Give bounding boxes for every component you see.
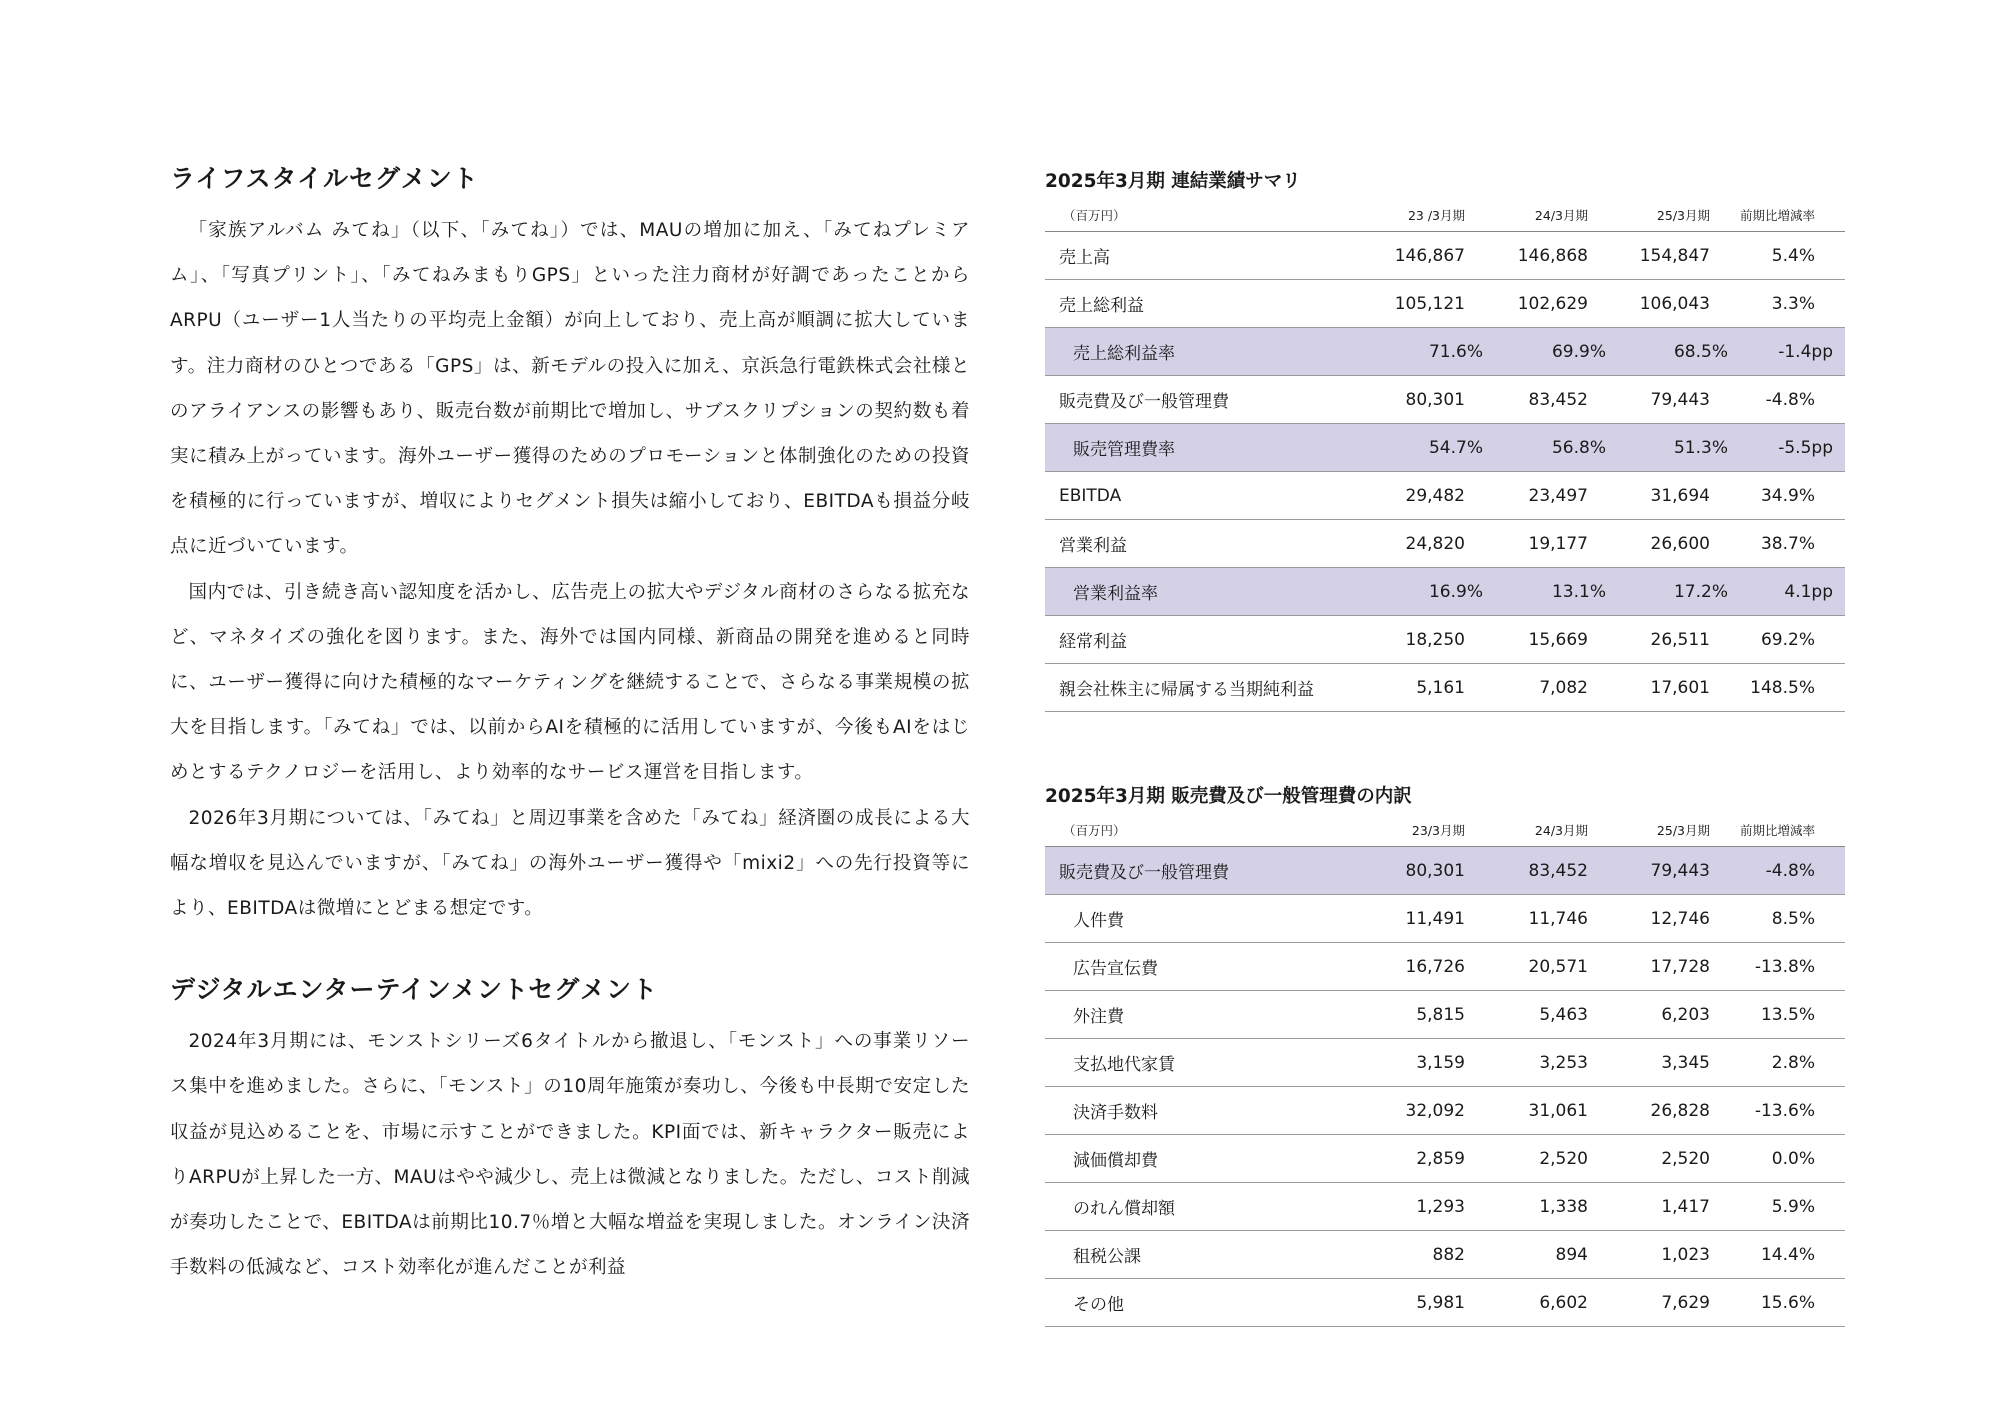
table-row [1045, 1279, 1845, 1327]
row-label: 外注費 [1073, 1007, 1124, 1027]
row-label: 販売管理費率 [1073, 440, 1175, 460]
row-label: 売上高 [1059, 248, 1110, 268]
value-yoy: 5.9% [1771, 1196, 1815, 1217]
value-fy23: 80,301 [1405, 860, 1465, 881]
header-unit: （百万円） [1063, 823, 1126, 838]
value-yoy: 5.4% [1771, 245, 1815, 266]
value-fy23: 11,491 [1405, 908, 1465, 929]
value-fy25: 79,443 [1650, 389, 1710, 410]
value-yoy: 4.1pp [1784, 581, 1833, 602]
table-row [1045, 568, 1845, 616]
summary-table [1045, 165, 1845, 712]
value-fy23: 24,820 [1405, 533, 1465, 554]
value-fy25: 12,746 [1650, 908, 1710, 929]
value-fy23: 3,159 [1416, 1052, 1465, 1073]
table-row [1045, 847, 1845, 895]
header-fy23: 23 /3月期 [1407, 208, 1465, 223]
row-label: 決済手数料 [1073, 1103, 1158, 1123]
section-spacer [170, 931, 970, 971]
header-fy24: 24/3月期 [1534, 823, 1588, 838]
digital-segment-title: デジタルエンターテインメントセグメント [170, 975, 659, 1005]
row-label: 広告宣伝費 [1073, 959, 1158, 979]
row-label: 営業利益率 [1073, 584, 1158, 604]
header-fy25: 25/3月期 [1656, 208, 1710, 223]
value-fy24: 23,497 [1528, 485, 1588, 506]
lifestyle-paragraph-3: 2026年3月期については、「みてね」と周辺事業を含めた「みてね」経済圏の成長による大幅な増収を見込んでいますが、「みてね」の海外ユーザー獲得や「mixi2」への先行投資等により、EBITDAは微増にとどまる想定です。 [170, 807, 970, 920]
sga-table-header [1045, 814, 1845, 847]
value-fy25: 2,520 [1661, 1148, 1710, 1169]
row-label: 租税公課 [1073, 1247, 1141, 1267]
table-row [1045, 664, 1845, 712]
value-fy25: 1,023 [1661, 1244, 1710, 1265]
value-fy24: 83,452 [1528, 860, 1588, 881]
header-fy25: 25/3月期 [1656, 823, 1710, 838]
table-row [1045, 424, 1845, 472]
value-fy23: 5,815 [1416, 1004, 1465, 1025]
value-fy25: 6,203 [1661, 1004, 1710, 1025]
table-row [1045, 943, 1845, 991]
value-yoy: 2.8% [1771, 1052, 1815, 1073]
value-fy23: 146,867 [1394, 245, 1465, 266]
value-fy24: 5,463 [1539, 1004, 1588, 1025]
value-fy23: 16.9% [1428, 581, 1483, 602]
value-fy23: 80,301 [1405, 389, 1465, 410]
value-fy23: 32,092 [1405, 1100, 1465, 1121]
value-fy24: 2,520 [1539, 1148, 1588, 1169]
value-fy25: 3,345 [1661, 1052, 1710, 1073]
value-fy24: 146,868 [1517, 245, 1588, 266]
value-fy25: 26,511 [1650, 629, 1710, 650]
summary-table-title: 2025年3月期 連結業績サマリ [1045, 171, 1301, 192]
value-fy23: 1,293 [1416, 1196, 1465, 1217]
value-fy25: 31,694 [1650, 485, 1710, 506]
value-fy24: 102,629 [1517, 293, 1588, 314]
value-fy25: 7,629 [1661, 1292, 1710, 1313]
row-label: 売上総利益率 [1073, 344, 1175, 364]
value-yoy: -13.6% [1754, 1100, 1815, 1121]
row-label: 親会社株主に帰属する当期純利益 [1059, 680, 1314, 700]
row-label: 経常利益 [1059, 632, 1127, 652]
table-row [1045, 472, 1845, 520]
header-fy24: 24/3月期 [1534, 208, 1588, 223]
summary-table-header [1045, 199, 1845, 232]
header-unit: （百万円） [1063, 208, 1126, 223]
value-fy25: 79,443 [1650, 860, 1710, 881]
value-yoy: 15.6% [1760, 1292, 1815, 1313]
value-fy24: 13.1% [1551, 581, 1606, 602]
row-label: 販売費及び一般管理費 [1059, 863, 1229, 883]
lifestyle-segment-title: ライフスタイルセグメント [170, 164, 479, 193]
value-fy23: 105,121 [1394, 293, 1465, 314]
value-fy24: 15,669 [1528, 629, 1588, 650]
value-fy24: 69.9% [1551, 341, 1606, 362]
digital-paragraph-1: 2024年3月期には、モンストシリーズ6タイトルから撤退し、「モンスト」への事業リソース集中を進めました。さらに、「モンスト」の10周年施策が奏功し、今後も中長期で安定した収益が見込めることを、市場に示すことができました。KPI面では、新キャラクター販売によりARPUが上昇した一方、MAUはやや減少し、売上は微減となりました。ただし、コスト削減が奏功したことで、EBITDAは前期比10.7％増と大幅な増益を実現しました。オンライン決済手数料の低減など、コスト効率化が進んだことが利益 [170, 1031, 970, 1279]
value-fy24: 894 [1555, 1244, 1588, 1265]
value-yoy: -4.8% [1765, 860, 1815, 881]
value-fy25: 154,847 [1639, 245, 1710, 266]
value-fy25: 26,828 [1650, 1100, 1710, 1121]
row-label: 営業利益 [1059, 536, 1127, 556]
value-fy23: 16,726 [1405, 956, 1465, 977]
value-fy24: 19,177 [1528, 533, 1588, 554]
row-label: その他 [1073, 1295, 1124, 1315]
header-fy23: 23/3月期 [1411, 823, 1465, 838]
sga-table [1045, 780, 1845, 1327]
table-row [1045, 376, 1845, 424]
table-row [1045, 1039, 1845, 1087]
value-fy24: 20,571 [1528, 956, 1588, 977]
value-yoy: 148.5% [1750, 677, 1815, 698]
value-fy25: 1,417 [1661, 1196, 1710, 1217]
value-yoy: -4.8% [1765, 389, 1815, 410]
value-fy25: 17.2% [1673, 581, 1728, 602]
table-row [1045, 616, 1845, 664]
value-fy23: 5,981 [1416, 1292, 1465, 1313]
value-fy24: 31,061 [1528, 1100, 1588, 1121]
row-label: 売上総利益 [1059, 296, 1144, 316]
value-fy24: 6,602 [1539, 1292, 1588, 1313]
value-fy24: 1,338 [1539, 1196, 1588, 1217]
value-yoy: -13.8% [1754, 956, 1815, 977]
value-fy23: 2,859 [1416, 1148, 1465, 1169]
value-yoy: 69.2% [1760, 629, 1815, 650]
summary-table-body [1045, 232, 1845, 712]
table-row [1045, 280, 1845, 328]
value-fy25: 26,600 [1650, 533, 1710, 554]
value-fy24: 11,746 [1528, 908, 1588, 929]
table-row [1045, 1231, 1845, 1279]
value-yoy: 8.5% [1771, 908, 1815, 929]
row-label: 減価償却費 [1073, 1151, 1158, 1171]
table-row [1045, 520, 1845, 568]
value-fy23: 882 [1432, 1244, 1465, 1265]
value-yoy: -1.4pp [1778, 341, 1833, 362]
value-fy23: 5,161 [1416, 677, 1465, 698]
value-fy25: 17,601 [1650, 677, 1710, 698]
table-row [1045, 1135, 1845, 1183]
value-fy24: 7,082 [1539, 677, 1588, 698]
value-fy25: 106,043 [1639, 293, 1710, 314]
table-row [1045, 895, 1845, 943]
row-label: 人件費 [1073, 911, 1124, 931]
row-label: 支払地代家賃 [1073, 1055, 1175, 1075]
row-label: EBITDA [1059, 485, 1122, 506]
value-fy23: 18,250 [1405, 629, 1465, 650]
table-row [1045, 328, 1845, 376]
value-yoy: 38.7% [1760, 533, 1815, 554]
text-column [170, 160, 970, 1290]
value-yoy: 34.9% [1760, 485, 1815, 506]
lifestyle-paragraph-2: 国内では、引き続き高い認知度を活かし、広告売上の拡大やデジタル商材のさらなる拡充など、マネタイズの強化を図ります。また、海外では国内同様、新商品の開発を進めると同時に、ユーザー獲得に向けた積極的なマーケティングを継続することで、さらなる事業規模の拡大を目指します。「みてね」では、以前からAIを積極的に活用していますが、今後もAIをはじめとするテクノロジーを活用し、より効率的なサービス運営を目指します。 [170, 581, 970, 784]
table-row [1045, 1087, 1845, 1135]
lifestyle-paragraph-1: 「家族アルバム みてね」（以下、「みてね」）では、MAUの増加に加え、「みてねプレミアム」、「写真プリント」、「みてねみまもりGPS」といった注力商材が好調であったことからARPU（ユーザー1人当たりの平均売上金額）が向上しており、売上高が順調に拡大しています。注力商材のひとつである「GPS」は、新モデルの投入に加え、京浜急行電鉄株式会社様とのアライアンスの影響もあり、販売台数が前期比で増加し、サブスクリプションの契約数も着実に積み上がっています。海外ユーザー獲得のためのプロモーションと体制強化のための投資を積極的に行っていますが、増収によりセグメント損失は縮小しており、EBITDAも損益分岐点に近づいています。 [170, 220, 970, 558]
table-row [1045, 991, 1845, 1039]
value-yoy: 0.0% [1771, 1148, 1815, 1169]
value-fy25: 51.3% [1673, 437, 1728, 458]
value-fy24: 56.8% [1551, 437, 1606, 458]
table-row [1045, 1183, 1845, 1231]
value-fy23: 29,482 [1405, 485, 1465, 506]
value-yoy: 13.5% [1760, 1004, 1815, 1025]
table-row [1045, 232, 1845, 280]
value-fy25: 17,728 [1650, 956, 1710, 977]
value-yoy: 14.4% [1760, 1244, 1815, 1265]
value-fy24: 3,253 [1539, 1052, 1588, 1073]
value-fy23: 71.6% [1428, 341, 1483, 362]
value-fy24: 83,452 [1528, 389, 1588, 410]
header-yoy: 前期比増減率 [1739, 823, 1815, 838]
sga-table-body [1045, 847, 1845, 1327]
row-label: 販売費及び一般管理費 [1059, 392, 1229, 412]
value-yoy: 3.3% [1771, 293, 1815, 314]
value-fy23: 54.7% [1428, 437, 1483, 458]
sga-table-title: 2025年3月期 販売費及び一般管理費の内訳 [1045, 786, 1412, 807]
header-yoy: 前期比増減率 [1739, 208, 1815, 223]
row-label: のれん償却額 [1073, 1199, 1175, 1219]
value-fy25: 68.5% [1673, 341, 1728, 362]
value-yoy: -5.5pp [1778, 437, 1833, 458]
